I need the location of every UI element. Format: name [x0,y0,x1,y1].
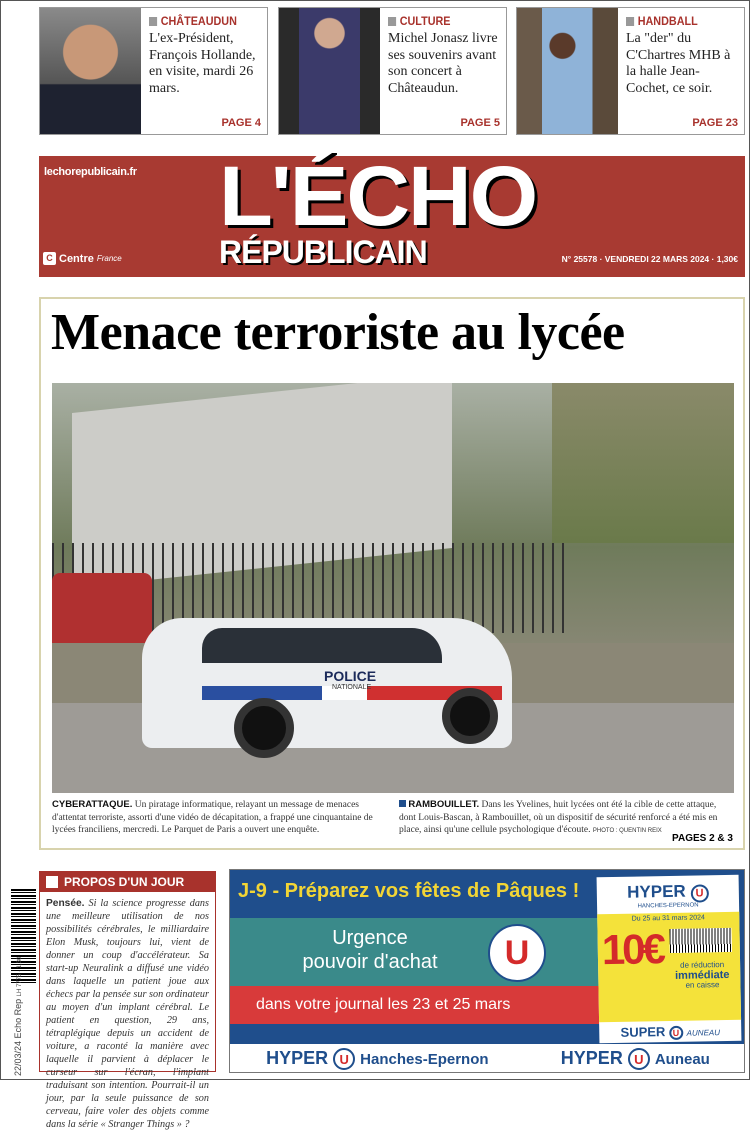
red-car [52,573,152,653]
headline: Menace terroriste au lycée [51,304,625,361]
barcode-date: 22/03/24 [13,1040,23,1076]
barcode-title: Echo Rep [13,998,23,1039]
square-icon [399,800,406,807]
propos-du-jour [39,871,216,1130]
footer-brand: HYPER [266,1047,329,1068]
police-sublabel: NATIONALE [332,684,372,691]
footer-store2: Auneau [654,1050,710,1068]
teaser-page: PAGE 23 [692,117,738,129]
coupon-barcode [669,928,731,953]
police-label: POLICE [324,668,377,684]
u-logo: U [690,884,708,902]
coupon-dates: Du 25 au 31 mars 2024 [631,914,705,923]
newspaper-logo-subtitle: RÉPUBLICAIN [219,234,427,270]
newspaper-logo: L'ÉCHO [219,149,537,243]
centre-france-logo [43,252,122,265]
caption-kicker: CYBERATTAQUE. [52,799,133,810]
teaser-chateaudun[interactable] [39,7,268,135]
footer-brand: HYPER [560,1047,623,1068]
ad-headline: J-9 - Préparez vos fêtes de Pâques ! [238,880,580,902]
coupon-store2: AUNEAU [686,1028,721,1038]
issue-info: N° 25578 · VENDREDI 22 MARS 2024 · 1,30€ [561,254,738,264]
teaser-photo [40,8,141,134]
coupon-brand2: SUPER [620,1024,666,1040]
coupon[interactable] [597,875,742,1043]
caption-left [52,799,390,837]
teaser-kicker: CULTURE [399,14,451,28]
teaser-text: La "der" du C'Chartres MHB à la halle Jean-Cochet, ce soir. [626,31,731,96]
ad-teal-band [230,918,600,986]
main-story[interactable] [39,297,745,850]
u-logo: U [333,1048,355,1070]
propos-lead: Pensée. [46,898,85,909]
website-link[interactable]: lechorepublicain.fr [44,166,137,178]
caption-text: Dans les Yvelines, huit lycées ont été la cible de cette attaque, dont Louis-Bascan, à Rambouillet, où un dispositif de sécurité renforcé a été mis en place, ainsi qu'une cellule psychologique d'écoute. [399,800,718,835]
teaser-culture[interactable] [278,7,507,135]
teaser-kicker: HANDBALL [637,14,698,28]
u-logo: U [488,924,546,982]
caption-right [399,799,735,838]
teaser-photo [517,8,618,134]
coupon-store: HANCHES-EPERNON [637,902,699,910]
barcode-info [13,956,23,1076]
trees [552,383,734,543]
coupon-desc2: immédiate [674,968,730,982]
square-icon [388,17,396,26]
police-car [142,618,512,748]
hyper-u-ad[interactable] [229,869,745,1073]
propos-text: Si la science progresse dans une meilleure utilisation de nos possibilités cérébrales, le milliardaire Elon Musk, toujours lui, vient de donner un coup d'accélérateur. Sa start-up Neuralink a diffusé une vidéo dans laquelle un patient joue aux échecs par la pensée sur son ordinateur au moyen d'un implant cérébral. Le patient en question, 29 ans, tétraplégique depuis un accident de voiture, a raconté la manière avec laquelle il parvient à déplacer le curseur sur l'écran, l'implant traduisant son intention. Pourrait-il un jour, par la seule puissance de son cerveau, faire voler des objets comme dans la série « Stranger Things » ? [46,898,209,1130]
coupon-desc1: de réduction [680,960,725,970]
centre-france-icon: C [43,252,56,265]
teaser-photo [279,8,380,134]
urgence-line1: Urgence [332,927,408,949]
teaser-handball[interactable] [516,7,745,135]
urgence-line2: pouvoir d'achat [302,951,438,973]
square-icon [149,17,157,26]
masthead [39,149,745,277]
teaser-page: PAGE 4 [221,117,261,129]
teaser-kicker: CHÂTEAUDUN [160,14,237,28]
ad-footer [230,1044,745,1073]
barcode-code: LH 7775 · 1,30 [17,956,23,997]
u-logo: U [628,1048,650,1070]
group-name: Centre [59,252,94,265]
coupon-brand: HYPER [627,881,686,902]
page-reference: PAGES 2 & 3 [672,833,733,844]
teaser-text: Michel Jonasz livre ses souvenirs avant son concert à Châteaudun. [388,31,498,96]
caption-text: Un piratage informatique, relayant un message de menaces d'attentat terroriste, assorti d'une vidéo de décapitation, a frappé une cinquantaine de lycées franciliens, mercredi. Le Parquet de Paris a ouvert une enquête. [52,800,373,835]
coupon-amount: 10€ [601,925,664,974]
footer-store1: Hanches-Epernon [360,1050,489,1068]
group-suffix: France [96,254,122,263]
coupon-desc3: en caisse [685,980,720,990]
photo-credit: PHOTO : QUENTIN REIX [592,828,662,834]
square-icon [626,17,634,26]
main-photo [52,383,734,793]
square-icon [46,876,58,888]
teaser-page: PAGE 5 [460,117,500,129]
caption-kicker: RAMBOUILLET. [408,799,480,810]
propos-title: PROPOS D'UN JOUR [64,875,185,889]
u-logo: U [669,1026,683,1040]
teaser-text: L'ex-Président, François Hollande, en visite, mardi 26 mars. [149,31,256,96]
barcode [11,889,36,984]
ad-journal-text: dans votre journal les 23 et 25 mars [230,986,600,1024]
